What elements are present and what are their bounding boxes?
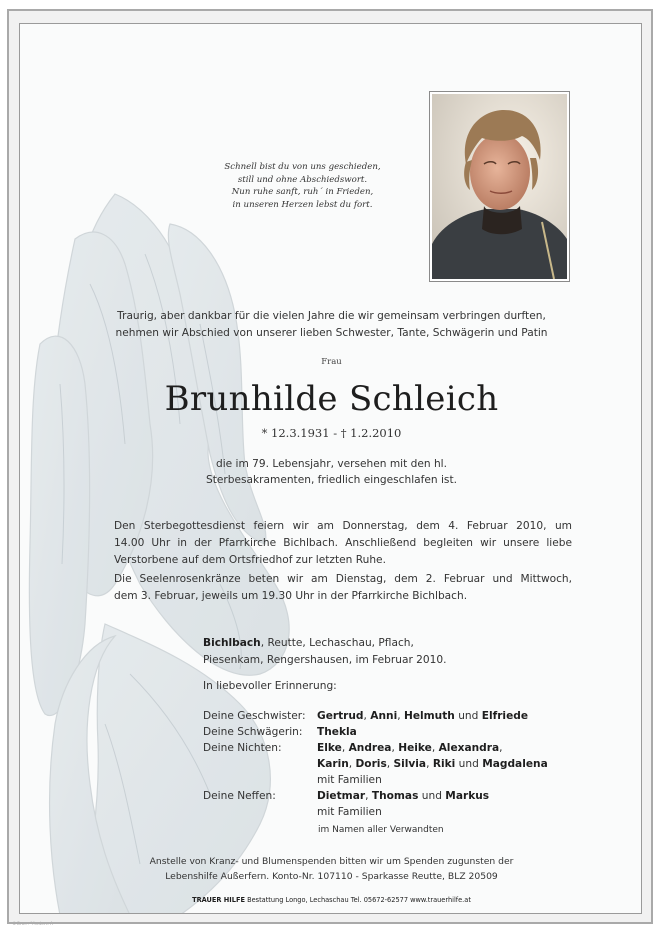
- funeral-service-text: [114, 518, 572, 569]
- service-line: Den Sterbegottesdienst feiern wir am Donnerstag, dem 4. Februar 2010, um: [114, 520, 572, 532]
- poem-line: in unseren Herzen lebst du fort.: [232, 199, 373, 210]
- donation-line: Lebenshilfe Außerfern. Konto-Nr. 107110 - Sparkasse Reutte, BLZ 20509: [165, 871, 498, 882]
- passing-line: die im 79. Lebensjahr, versehen mit den hl.: [216, 458, 447, 470]
- places-line: Piesenkam, Rengershausen, im Februar 2010.: [203, 654, 447, 666]
- siblings-names: Gertrud, Anni, Helmuth und Elfriede: [317, 710, 529, 722]
- family-list: [203, 708, 603, 818]
- places-and-date: [203, 635, 523, 669]
- relatives-note: im Namen aller Verwandten: [318, 825, 444, 835]
- nephews-names: Dietmar, Thomas und Markus: [317, 790, 490, 802]
- siblings-label: Deine Geschwister:: [203, 710, 306, 722]
- places-line: , Reutte, Lechaschau, Pflach,: [260, 637, 414, 649]
- intro-line: Traurig, aber dankbar für die vielen Jahre die wir gemeinsam verbringen durften,: [117, 310, 546, 322]
- intro-line: nehmen wir Abschied von unserer lieben Schwester, Tante, Schwägerin und Patin: [115, 327, 548, 339]
- portrait-photo: [429, 91, 570, 282]
- service-line: Verstorbene auf dem Ortsfriedhof zur letzten Ruhe.: [114, 554, 386, 566]
- nieces-families: mit Familien: [317, 774, 382, 786]
- nieces-names-row2: Karin, Doris, Silvia, Riki und Magdalena: [317, 758, 548, 770]
- nephews-label: Deine Neffen:: [203, 790, 276, 802]
- copyright-mark: ©Gra... "Andern A: [12, 922, 54, 927]
- passing-line: Sterbesakramenten, friedlich eingeschlafen ist.: [206, 474, 457, 486]
- intro-text: [20, 308, 642, 342]
- life-dates: * 12.3.1931 - † 1.2.2010: [261, 426, 402, 440]
- poem-line: Schnell bist du von uns geschieden,: [224, 162, 381, 172]
- memory-heading: In liebevoller Erinnerung:: [203, 680, 337, 692]
- sister-in-law-name: Thekla: [317, 726, 357, 738]
- nieces-names-row1: Elke, Andrea, Heike, Alexandra,: [317, 742, 503, 754]
- nieces-label: Deine Nichten:: [203, 742, 282, 754]
- undertaker-brand: TRAUER HILFE: [192, 896, 245, 904]
- place-bold: Bichlbach: [203, 637, 261, 649]
- poem: [190, 161, 415, 211]
- nephews-families: mit Familien: [317, 806, 382, 818]
- poem-line: still und ohne Abschiedswort.: [237, 174, 368, 185]
- passing-text: [20, 456, 642, 488]
- undertaker-details: Bestattung Longo, Lechaschau Tel. 05672-62577 www.trauerhilfe.at: [244, 896, 471, 904]
- poem-line: Nun ruhe sanft, ruh´ in Frieden,: [231, 187, 374, 198]
- donation-request: [20, 854, 642, 884]
- parte-card: [19, 23, 642, 914]
- portrait-image: [432, 94, 567, 279]
- rosary-line: Die Seelenrosenkränze beten wir am Dienstag, dem 2. Februar und Mittwoch,: [114, 573, 572, 585]
- salutation: Frau: [321, 357, 342, 367]
- donation-line: Anstelle von Kranz- und Blumenspenden bitten wir um Spenden zugunsten der: [149, 856, 514, 867]
- service-line: 14.00 Uhr in der Pfarrkirche Bichlbach. Anschließend begleiten wir unsere liebe: [114, 537, 572, 549]
- undertaker-footer: [20, 896, 642, 904]
- deceased-name: Brunhilde Schleich: [164, 379, 499, 419]
- rosary-line: dem 3. Februar, jeweils um 19.30 Uhr in der Pfarrkirche Bichlbach.: [114, 590, 468, 602]
- sister-in-law-label: Deine Schwägerin:: [203, 726, 303, 738]
- rosary-text: [114, 571, 572, 605]
